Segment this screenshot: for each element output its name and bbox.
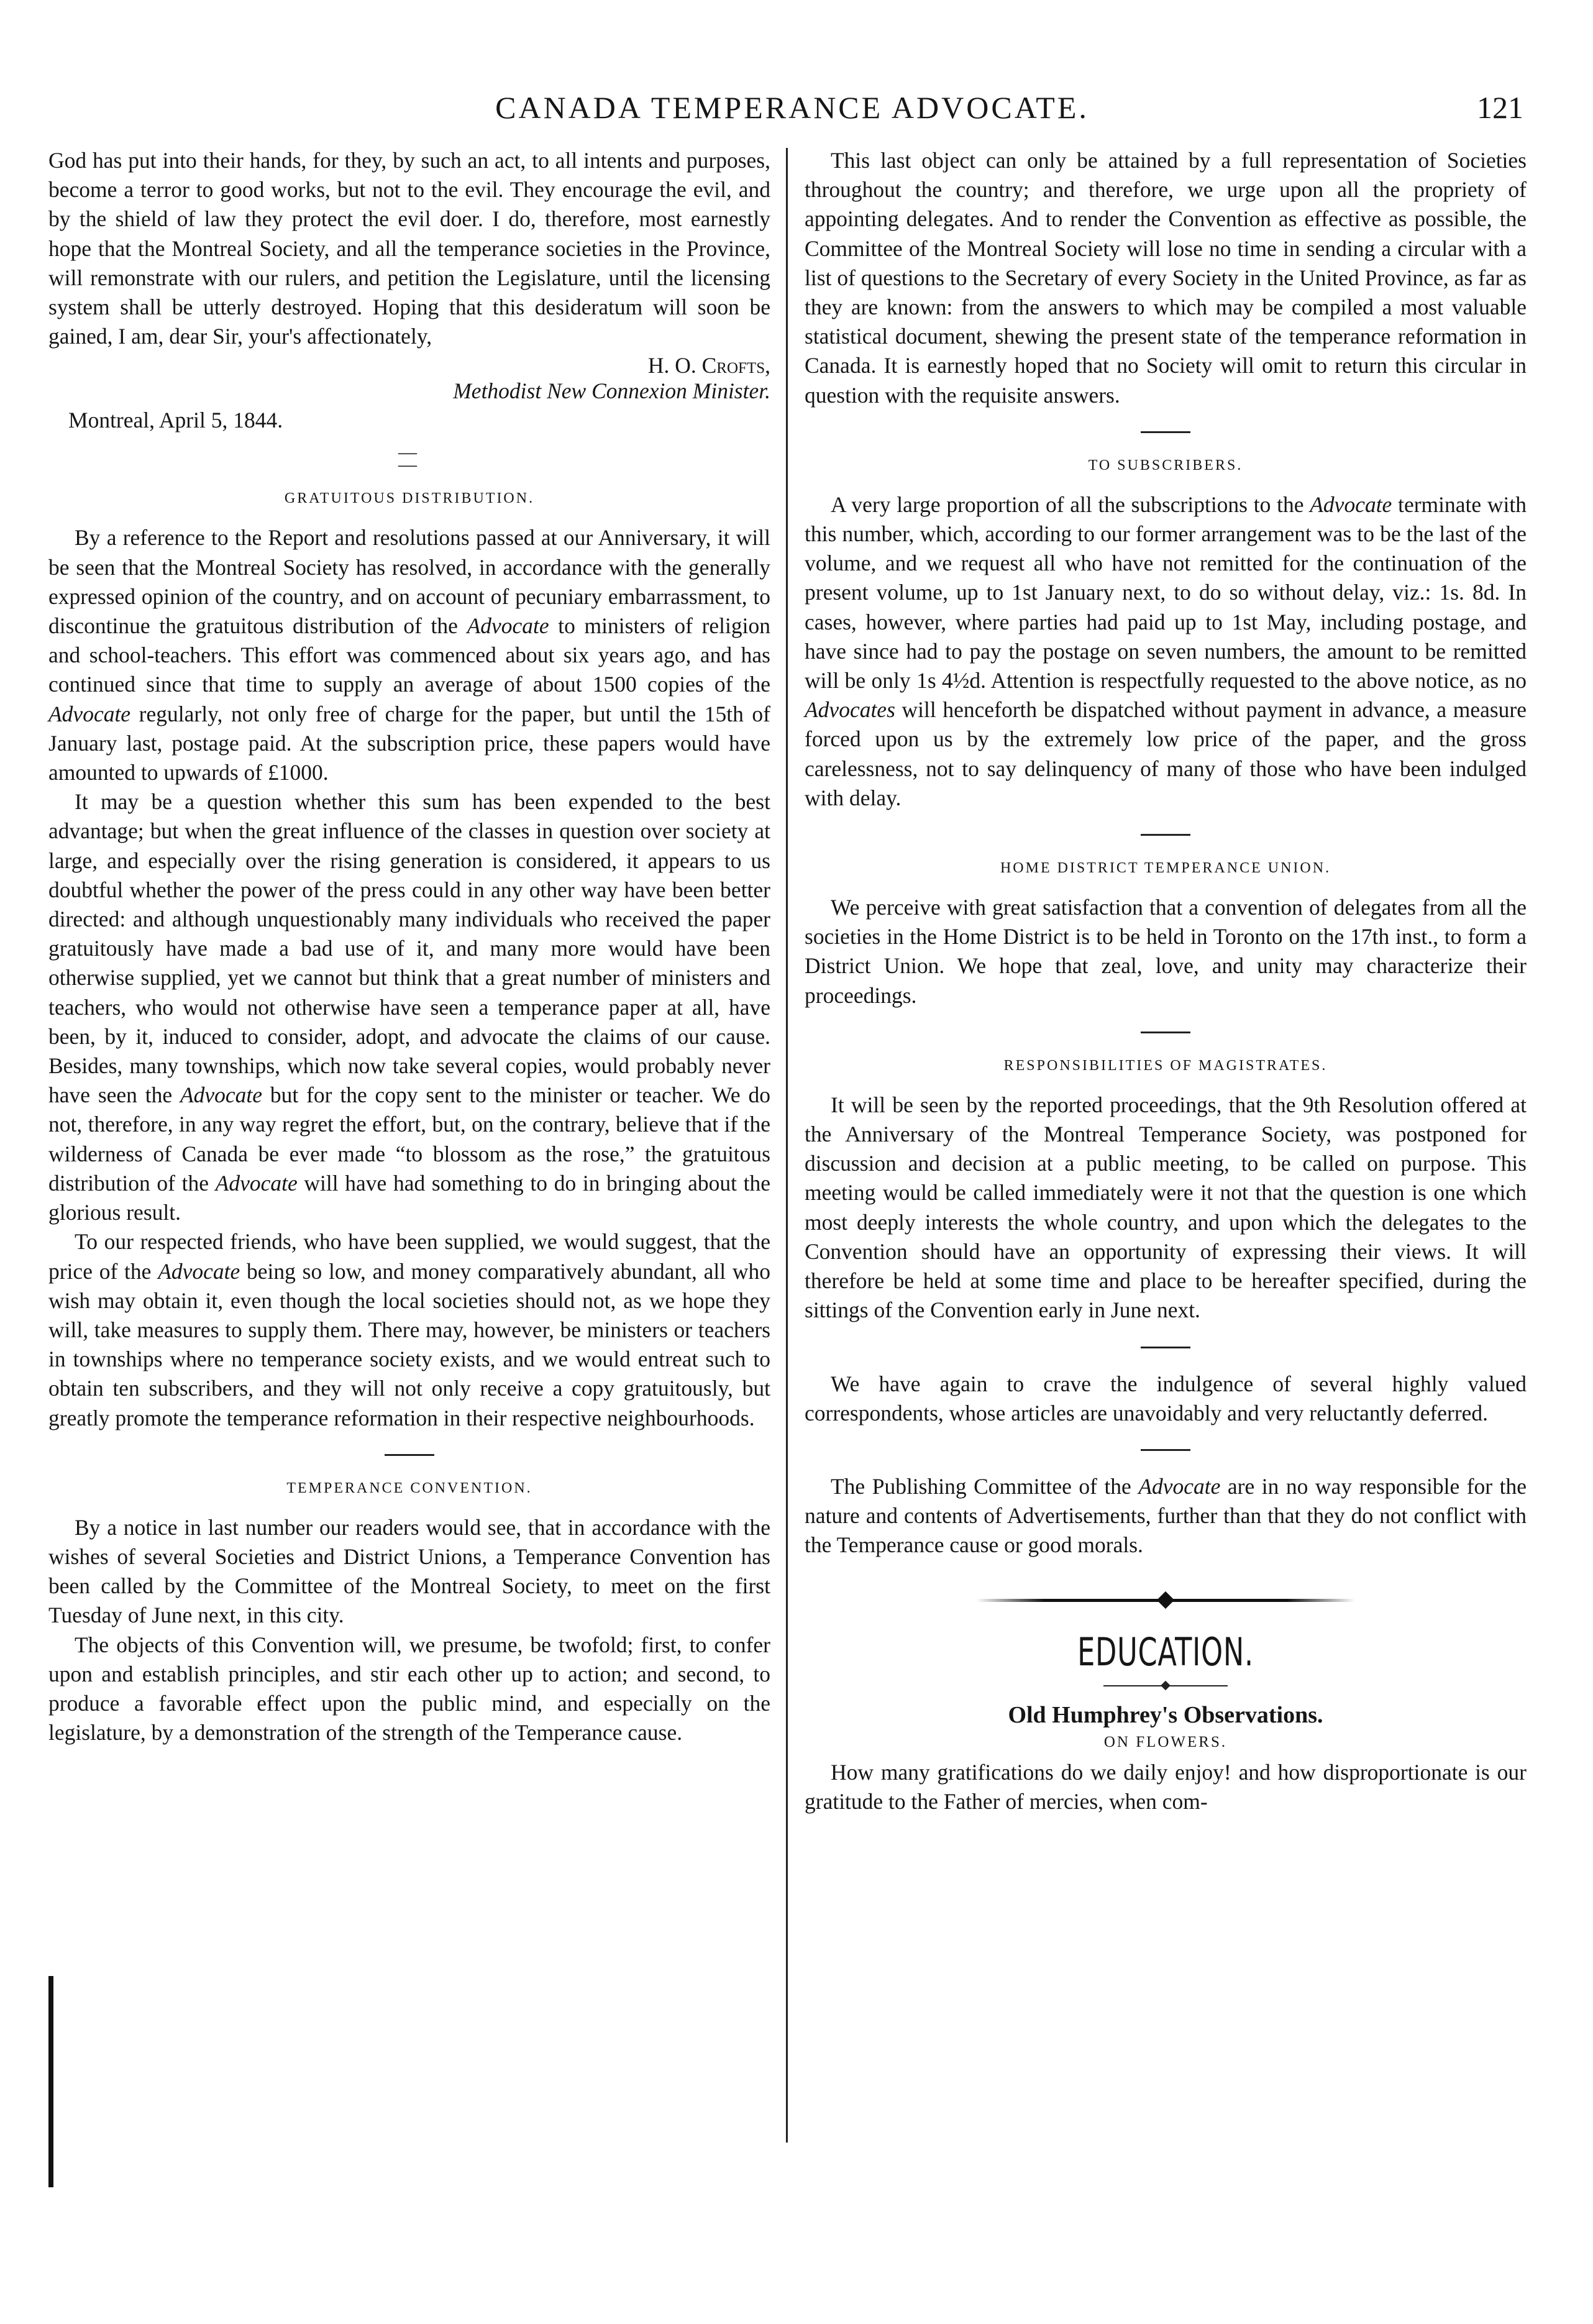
diamond-icon xyxy=(1157,1591,1174,1608)
diamond-rule xyxy=(1103,1681,1228,1691)
heading-gratuitous-distribution: GRATUITOUS DISTRIBUTION. xyxy=(284,490,535,507)
text-span: To our respected friends, who have been supplied, we would suggest, that the price of the xyxy=(48,1229,770,1284)
article-title: Old Humphrey's Observations. xyxy=(1008,1701,1323,1728)
heading-education: EDUCATION. xyxy=(1077,1629,1254,1675)
page-header xyxy=(43,86,1541,134)
text-span: will henceforth be dispatched without payment in advance, a measure forced upon us by the extremely low price of the paper, and the gross carelessness, not to say delinquency of many of those who have been indulged with delay. xyxy=(805,697,1527,810)
binding-shadow xyxy=(48,1976,53,2187)
heading-to-subscribers: TO SUBSCRIBERS. xyxy=(1088,457,1243,473)
text-span: terminate with this number, which, according to our former arrangement was to be the last of the volume, and we request all who have not remitted for the continuation of the present volume, up to 1st January next, to do so without delay, viz.: 1s. 8d. In cases, however, where parties had paid up to 1st May, including postage, and have since had to pay the postage on seven numbers, the amount to be remitted will be only 1s 4½d. Attention is respectfully requested to the above notice, as no xyxy=(805,492,1527,693)
convention-paragraph-2: The objects of this Convention will, we presume, be twofold; first, to confer upon and establish principles, and stir each other up to action; and second, to produce a favorable effect upon the public mind, and especially on the legislature, by a demonstration of the strength of the Temperance cause. xyxy=(48,1632,770,1745)
heading-home-district: HOME DISTRICT TEMPERANCE UNION. xyxy=(1000,860,1331,877)
signature-name-text: H. O. Crofts, xyxy=(647,353,770,378)
signature-name xyxy=(48,351,770,380)
advocate-title: Advocate xyxy=(467,613,549,639)
section-divider xyxy=(1141,1032,1190,1033)
advocate-title: Advocate xyxy=(180,1082,263,1108)
dateline: Montreal, April 5, 1844. xyxy=(68,408,283,433)
magistrates-paragraph: It will be seen by the reported proceedings, that the 9th Resolution offered at the Anniversary of the Montreal Temperance Society, was postponed for discussion and decision at a public meeting, to be called on purpose. This meeting would be called immediately were it not that the question is one which most deeply interests the whole country, and upon which the delegates to the Convention should have an opportunity of expressing their views. It will therefore be held at some time and place to be hereafter specified, during the sittings of the Convention early in June next. xyxy=(805,1092,1527,1323)
letter-paragraph: God has put into their hands, for they, by such an act, to all intents and purposes, become a terror to good works, but not to the evil. They encourage the evil, and by the shield of law they protect the evil doer. I do, therefore, most earnestly hope that the Montreal Society, and all the temperance societies in the Province, will remonstrate with our rulers, and petition the Legislature, until the licensing system shall be utterly destroyed. Hoping that this desideratum will soon be gained, I am, dear Sir, your's affectionately, xyxy=(48,148,770,349)
ornamental-rule xyxy=(976,1590,1355,1610)
advocate-title: Advocate xyxy=(48,701,131,726)
text-span: to ministers of religion and school-teachers. This effort was commenced about six years ago, and has continued since that time to supply an average of about 1500 copies of the xyxy=(48,613,770,697)
right-column xyxy=(805,146,1527,1816)
section-divider xyxy=(385,1454,434,1456)
advocate-title: Advocate xyxy=(158,1258,240,1284)
indulgence-paragraph: We have again to crave the indulgence of several highly valued correspondents, whose articles are unavoidably and very reluctantly deferred. xyxy=(805,1371,1527,1425)
text-span: but for the copy sent to the minister or teacher. We do not, therefore, in any way regret the effort, but, on the contrary, believe that if the wilderness of Canada be ever made “to blossom as the rose,” the gratuitous distribution of the xyxy=(48,1082,770,1196)
section-divider xyxy=(1141,834,1190,836)
signature-title xyxy=(48,377,770,406)
text-span: regularly, not only free of charge for the paper, but until the 15th of January last, postage paid. At the subscription price, these papers would have amounted to upwards of £1000. xyxy=(48,701,770,785)
continued-paragraph: This last object can only be attained by a full representation of Societies throughout the country; and therefore, we urge upon all the propriety of appointing delegates. And to render the Convention as effective as possible, the Committee of the Montreal Society will lose no time in sending a circular with a list of questions to the Secretary of every Society in the United Province, as far as they are known: from the answers to which may be compiled a most valuable statistical document, shewing the present state of the temperance reformation in Canada. It is earnestly hoped that no Society will omit to return this circular in question with the requisite answers. xyxy=(805,148,1527,408)
advocate-title: Advocate xyxy=(215,1170,298,1196)
gratuitous-paragraph-1 xyxy=(48,523,770,787)
subscribers-paragraph xyxy=(805,490,1527,813)
publishing-paragraph xyxy=(805,1472,1527,1560)
section-divider xyxy=(1141,1449,1190,1451)
gratuitous-paragraph-2 xyxy=(48,787,770,1227)
section-divider xyxy=(1141,431,1190,433)
gratuitous-paragraph-3 xyxy=(48,1227,770,1432)
home-district-paragraph: We perceive with great satisfaction that a convention of delegates from all the societies in the Home District is to be held in Toronto on the 17th inst., to form a District Union. We hope that zeal, love, and unity may characterize their proceedings. xyxy=(805,895,1527,1008)
text-span: It may be a question whether this sum has been expended to the best advantage; but when the great influence of the classes in question over society at large, and especially over the rising generation is considered, it appears to us doubtful whether the power of the press could in any other way have been better directed: and although unquestionably many individuals who received the paper gratuitously have made a bad use of it, and many more would have been otherwise supplied, yet we cannot but think that a great number of ministers and teachers, who would not otherwise have seen a temperance paper at all, have been, by it, induced to consider, adopt, and advocate the claims of our cause. Besides, many townships, which now take several copies, would probably never have seen the xyxy=(48,789,770,1108)
advocate-title: Advocate xyxy=(1310,492,1392,517)
text-span: will have had something to do in bringing about the glorious result. xyxy=(48,1170,770,1225)
signature-title-text: Methodist New Connexion Minister. xyxy=(453,378,770,404)
left-column xyxy=(48,146,770,1747)
page-title: CANADA TEMPERANCE ADVOCATE. xyxy=(495,90,1089,125)
article-subtitle: ON FLOWERS. xyxy=(1103,1733,1228,1750)
text-span: are in no way responsible for the nature and contents of Advertisements, further than that they do not conflict with the Temperance cause or good morals. xyxy=(805,1473,1527,1558)
convention-paragraph-1: By a notice in last number our readers would see, that in accordance with the wishes of several Societies and District Unions, a Temperance Convention has been called by the Committee of the Montreal Society, to meet on the first Tuesday of June next, in this city. xyxy=(48,1514,770,1628)
education-paragraph: How many gratifications do we daily enjoy! and how disproportionate is our gratitude to the Father of mercies, when com- xyxy=(805,1759,1527,1814)
heading-magistrates: RESPONSIBILITIES OF MAGISTRATES. xyxy=(1003,1057,1328,1074)
text-span: A very large proportion of all the subscriptions to the xyxy=(831,492,1310,517)
text-span: The Publishing Committee of the xyxy=(831,1473,1139,1499)
page-number: 121 xyxy=(1477,90,1523,125)
column-rule xyxy=(786,148,788,2143)
advocates-title: Advocates xyxy=(805,697,895,723)
section-divider xyxy=(1141,1347,1190,1348)
advocate-title: Advocate xyxy=(1138,1473,1221,1499)
diamond-icon xyxy=(1161,1680,1171,1690)
short-divider: — — xyxy=(398,442,421,475)
text-span: being so low, and money comparatively abundant, all who wish may obtain it, even though the local societies should not, as we hope they will, take measures to supply them. There may, however, be ministers or teachers in townships where no temperance society exists, and we would entreat such to obtain ten subscribers, and they will not only receive a copy gratuitously, but greatly promote the temperance reformation in their respective neighbourhoods. xyxy=(48,1258,770,1430)
text-span: By a reference to the Report and resolutions passed at our Anniversary, it will be seen that the Montreal Society has resolved, in accordance with the generally expressed opinion of the country, and on account of pecuniary embarrassment, to discontinue the gratuitous distribution of the xyxy=(48,525,770,639)
heading-temperance-convention: TEMPERANCE CONVENTION. xyxy=(286,1480,532,1496)
